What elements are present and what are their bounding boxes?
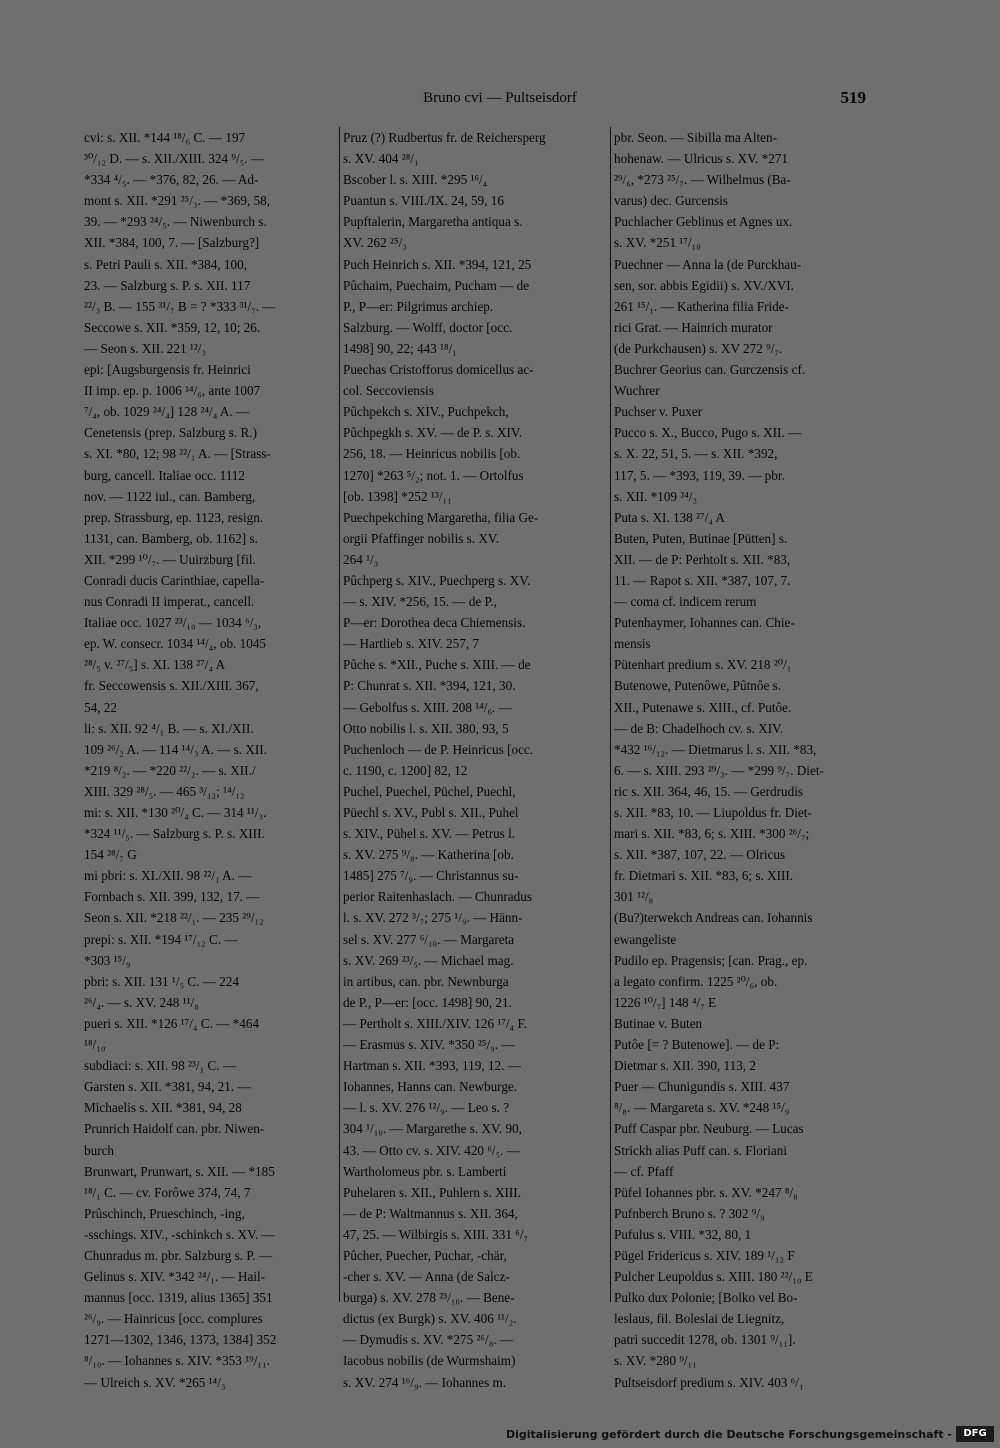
index-line: ric s. XII. 364, 46, 15. — Gerdrudis [614, 783, 803, 799]
index-line: c. 1190, c. 1200] 82, 12 [343, 762, 468, 778]
index-line: Putôe [= ? Butenowe]. — de P: [614, 1037, 780, 1053]
index-line: Puer — Chunigundis s. XIII. 437 [614, 1079, 790, 1095]
index-line: Puchenloch — de P. Heinricus [occ. [343, 741, 534, 757]
index-line: Puantun s. VIII./IX. 24, 59, 16 [343, 193, 504, 209]
index-line: Prûschinch, Prueschinch, -ing, [84, 1205, 245, 1221]
index-line: XII. *299 ¹⁰/₇. — Uuirzburg [fil. [84, 551, 256, 567]
index-line: — cf. Pfaff [614, 1163, 674, 1179]
index-line: 54, 22 [84, 699, 117, 715]
index-line: Italiae occ. 1027 ²³/₁₀ — 1034 ⁶/₃, [84, 615, 262, 631]
index-line: 47, 25. — Wilbirgis s. XIII. 331 ⁶/₇ [343, 1226, 529, 1242]
index-line: mensis [614, 636, 651, 652]
index-line: XV. 262 ²⁵/₃ [343, 235, 407, 251]
index-line: Puechpekching Margaretha, filia Ge- [343, 509, 539, 525]
index-line: s. XII. *387, 107, 22. — Olricus [614, 847, 786, 863]
index-line: Chunradus m. pbr. Salzburg s. P. — [84, 1247, 273, 1263]
index-line: s. XI. *80, 12; 98 ²²/₁ A. — [Strass- [84, 446, 271, 462]
index-line: 1485] 275 ⁷/₉. — Christannus su- [343, 868, 519, 884]
index-line: Pûchpegkh s. XV. — de P. s. XIV. [343, 425, 523, 441]
index-line: 1498] 90, 22; 443 ¹⁸/₁ [343, 340, 457, 356]
index-line: burga) s. XV. 278 ²³/₁₀. — Bene- [343, 1290, 515, 1306]
index-line: Pûcher, Puecher, Puchar, -chär, [343, 1247, 507, 1263]
index-line: s. XV. *251 ¹⁷/₁₀ [614, 235, 701, 251]
index-line: 109 ²⁶/₂ A. — 114 ¹⁴/₃ A. — s. XII. [84, 741, 267, 757]
index-line: Buchrer Georius can. Gurczensis cf. [614, 362, 806, 378]
index-line: — Erasmus s. XIV. *350 ²⁵/₉. — [343, 1037, 515, 1053]
index-line: Pûche s. *XII., Puche s. XIII. — de [343, 657, 531, 673]
index-line: — de P: Waltmannus s. XII. 364, [343, 1205, 518, 1221]
index-line: ⁷/₄, ob. 1029 ²⁴/₄] 128 ²⁴/₄ A. — [84, 404, 250, 420]
index-line: Püechl s. XV., Publ s. XII., Puhel [343, 805, 519, 820]
index-line: pbr. Seon. — Sibilla ma Alten- [614, 130, 778, 145]
index-line: XII. *384, 100, 7. — [Salzburg?] [84, 235, 260, 251]
index-line: Püfel Iohannes pbr. s. XV. *247 ⁸/₈ [614, 1184, 798, 1200]
index-line: mi pbri: s. XI./XII. 98 ²²/₁ A. — [84, 868, 252, 884]
index-line: burg, cancell. Italiae occ. 1112 [84, 467, 245, 483]
index-line: Prunrich Haidolf can. pbr. Niwen- [84, 1121, 265, 1137]
index-line: s. XV. 404 ²⁸/₁ [343, 151, 419, 167]
index-line: Garsten s. XII. *381, 94, 21. — [84, 1079, 251, 1095]
index-line: Pûchaim, Puechaim, Pucham — de [343, 277, 530, 293]
index-line: Salzburg. — Wolff, doctor [occ. [343, 319, 513, 335]
index-line: (de Purkchausen) s. XV 272 ⁹/₇. [614, 340, 783, 356]
index-line: ²⁶/₉. — Hainricus [occ. complures [84, 1311, 263, 1327]
index-line: Conradi ducis Carinthiae, capella- [84, 572, 265, 588]
index-line: *219 ⁸/₂. — *220 ²²/₂. — s. XII./ [84, 762, 256, 778]
index-line: ⁸/₁₀. — Iohannes s. XIV. *353 ¹⁹/₁₁. [84, 1353, 270, 1369]
index-line: P—er: Dorothea deca Chiemensis. [343, 615, 526, 631]
index-line: Seccowe s. XII. *359, 12, 10; 26. [84, 319, 261, 335]
index-line: Pûchpekch s. XIV., Puchpekch, [343, 404, 509, 420]
index-line: s. XV. 269 ²³/₅. — Michael mag. [343, 952, 514, 968]
index-line: Puch Heinrich s. XII. *394, 121, 25 [343, 256, 532, 272]
index-line: hohenaw. — Ulricus s. XV. *271 [614, 151, 788, 167]
index-line: a legato confirm. 1225 ²⁰/₆, ob. [614, 973, 778, 989]
index-line: -cher s. XV. — Anna (de Salcz- [343, 1269, 510, 1285]
index-line: Iacobus nobilis (de Wurmshaim) [343, 1353, 516, 1369]
index-line: Pulcher Leupoldus s. XIII. 180 ²²/₁₀ E [614, 1269, 813, 1285]
index-line: — de B: Chadelhoch cv. s. XIV. [614, 720, 784, 736]
index-column-2 [343, 127, 607, 1390]
index-line: Wartholomeus pbr. s. Lamberti [343, 1163, 507, 1179]
index-line: s. XIV., Pühel s. XV. — Petrus l. [343, 826, 516, 842]
index-line: P., P—er: Pilgrimus archiep. [343, 298, 494, 314]
index-line: Bscober l. s. XIII. *295 ¹⁶/₄ [343, 172, 488, 188]
index-line: Butinae v. Buten [614, 1015, 703, 1031]
index-line: 43. — Otto cv. s. XIV. 420 ⁶/₅. — [343, 1142, 520, 1158]
index-line: XII. — de P: Perhtolt s. XII. *83, [614, 551, 791, 567]
index-line: Fornbach s. XII. 399, 132, 17. — [84, 889, 260, 905]
index-line: patri succedit 1278, ob. 1301 ⁹/₁₁]. [614, 1332, 796, 1348]
index-line: 1271—1302, 1346, 1373, 1384] 352 [84, 1332, 277, 1348]
index-line: fr. Dietmari s. XII. *83, 6; s. XIII. [614, 868, 794, 884]
index-line: Puchel, Puechel, Püchel, Puechl, [343, 783, 516, 799]
index-line: 301 ¹²/₈ [614, 889, 654, 905]
index-line: Pudilo ep. Pragensis; [can. Prag., ep. [614, 952, 808, 968]
index-line: *303 ¹⁵/₉ [84, 952, 131, 968]
index-line: in artibus, can. pbr. Newnburga [343, 973, 509, 989]
index-line: Brunwart, Prunwart, s. XII. — *185 [84, 1163, 275, 1179]
column-divider [339, 127, 340, 1302]
index-line: sel s. XV. 277 ⁶/₁₀. — Margareta [343, 931, 515, 947]
index-line: mi: s. XII. *130 ²⁰/₄ C. — 314 ¹¹/₃. [84, 805, 267, 820]
index-line: [ob. 1398] *252 ¹³/₁₁ [343, 488, 452, 504]
index-line: Cenetensis (prep. Salzburg s. R.) [84, 425, 257, 441]
index-line: ²⁹/₆, *273 ²⁵/₇. — Wilhelmus (Ba- [614, 172, 791, 188]
index-line: ewangeliste [614, 931, 677, 947]
index-line: Dietmar s. XII. 390, 113, 2 [614, 1058, 756, 1074]
index-line: -sschings. XIV., -schinkch s. XV. — [84, 1226, 275, 1242]
index-line: nus Conradi II imperat., cancell. [84, 594, 255, 610]
index-line: orgii Pfaffinger nobilis s. XV. [343, 530, 500, 546]
index-line: Buten, Puten, Butinae [Pütten] s. [614, 530, 788, 546]
index-line: Pupftalerin, Margaretha antiqua s. [343, 214, 523, 230]
index-line: ep. W. consecr. 1034 ¹⁴/₄, ob. 1045 [84, 636, 267, 652]
index-line: Pufnberch Bruno s. ? 302 ⁹/₉ [614, 1205, 765, 1221]
index-line: Puechas Cristofforus domicellus ac- [343, 362, 534, 378]
index-line: Pügel Fridericus s. XIV. 189 ¹/₁₂ F [614, 1247, 795, 1263]
index-line: s. XII. *109 ²⁴/₃ [614, 488, 698, 504]
index-line: li: s. XII. 92 ⁴/₁ B. — s. XI./XII. [84, 720, 254, 736]
index-line: *324 ¹¹/₅. — Salzburg s. P. s. XIII. [84, 826, 265, 842]
index-line: *432 ¹⁶/₁₂. — Dietmarus l. s. XII. *83, [614, 741, 817, 757]
index-line: s. XV. *280 ⁹/₁₁ [614, 1353, 697, 1369]
index-line: Michaelis s. XII. *381, 94, 28 [84, 1100, 242, 1116]
index-line: 23. — Salzburg s. P. s. XII. 117 [84, 277, 251, 293]
index-line: Pulko dux Polonie; [Bolko vel Bo- [614, 1290, 798, 1306]
index-line: fr. Seccowensis s. XII./XIII. 367, [84, 678, 259, 694]
index-line: perior Raitenhaslach. — Chunradus [343, 889, 532, 905]
index-line: — coma cf. indicem rerum [614, 594, 757, 610]
index-line: 117, 5. — *393, 119, 39. — pbr. [614, 467, 785, 483]
index-line: 39. — *293 ²⁴/₅. — Niwenburch s. [84, 214, 267, 230]
index-line: Strickh alias Puff can. s. Floriani [614, 1142, 788, 1158]
index-line: — Hartlieb s. XIV. 257, 7 [343, 636, 480, 652]
index-line: — s. XIV. *256, 15. — de P., [343, 594, 497, 610]
index-line: Butenowe, Putenôwe, Pûtnôe s. [614, 678, 782, 694]
index-line: Puechner — Anna la (de Purckhau- [614, 256, 802, 272]
index-line: 154 ²⁸/₇ G [84, 847, 137, 863]
index-line: 11. — Rapot s. XII. *387, 107, 7. [614, 572, 791, 588]
index-line: 261 ¹⁵/₁. — Katherina filia Fride- [614, 298, 790, 314]
index-line: — Ulreich s. XV. *265 ¹⁴/₃ [84, 1374, 226, 1390]
index-line: 264 ¹/₃ [343, 551, 379, 567]
index-line: mont s. XII. *291 ²⁵/₃. — *369, 58, [84, 193, 271, 209]
index-line: Puhelaren s. XII., Puhlern s. XIII. [343, 1184, 521, 1200]
index-line: prep. Strassburg, ep. 1123, resign. [84, 509, 264, 525]
index-line: Pütenhart predium s. XV. 218 ²⁰/₁ [614, 657, 792, 673]
page-header [0, 88, 1000, 112]
index-line: — Seon s. XII. 221 ¹²/₃ [84, 340, 207, 356]
page-number: 519 [840, 88, 866, 107]
index-line: rici Grat. — Hainrich murator [614, 319, 773, 335]
index-line: Puta s. XI. 138 ²⁷/₄ A [614, 509, 725, 525]
index-line: — l. s. XV. 276 ¹²/₉. — Leo s. ? [343, 1100, 510, 1116]
index-line: — Pertholt s. XIII./XIV. 126 ¹⁷/₄ F. [343, 1015, 528, 1031]
index-line: ²⁶/₄. — s. XV. 248 ¹¹/₈ [84, 994, 199, 1010]
index-line: Puchser v. Puxer [614, 404, 703, 420]
index-line: cvi: s. XII. *144 ¹⁸/₆ C. — 197 [84, 130, 246, 145]
index-line: Putenhaymer, Iohannes can. Chie- [614, 615, 795, 631]
index-line: dictus (ex Burgk) s. XV. 406 ¹¹/₂. [343, 1311, 517, 1327]
index-line: II imp. ep. p. 1006 ¹⁴/₆, ante 1007 [84, 383, 261, 399]
index-line: Pultseisdorf predium s. XIV. 403 ⁶/₁ [614, 1374, 804, 1390]
index-line: l. s. XV. 272 ³/₇; 275 ¹/₉. — Hänn- [343, 910, 523, 926]
index-line: — Gebolfus s. XIII. 208 ¹⁴/₆. — [343, 699, 512, 715]
index-line: ¹⁸/₁₀ [84, 1037, 106, 1053]
index-column-1 [84, 127, 336, 1390]
index-line: ²²/₃ B. — 155 ³¹/₇ B = ? *333 ³¹/₇. — [84, 298, 276, 314]
index-line: s. Petri Pauli s. XII. *384, 100, [84, 256, 248, 272]
index-line: 304 ¹/₁₀. — Margarethe s. XV. 90, [343, 1121, 522, 1137]
index-line: prepi: s. XII. *194 ¹⁷/₁₂ C. — [84, 931, 238, 947]
index-line: col. Seccoviensis [343, 383, 434, 399]
index-line: 1270] *263 ⁵/₂; not. 1. — Ortolfus [343, 467, 524, 483]
index-line: XII., Putenawe s. XIII., cf. Putôe. [614, 699, 792, 715]
index-line: P: Chunrat s. XII. *394, 121, 30. [343, 678, 516, 694]
index-line: de P., P—er: [occ. 1498] 90, 21. [343, 994, 512, 1010]
index-line: 256, 18. — Heinricus nobilis [ob. [343, 446, 521, 462]
index-line: XIII. 329 ²⁸/₅. — 465 ³/₁₂; ¹⁴/₁₂ [84, 783, 245, 799]
index-line: Pruz (?) Rudbertus fr. de Reichersperg [343, 130, 546, 145]
index-line: *334 ⁴/₅. — *376, 82, 26. — Ad- [84, 172, 259, 188]
index-line: s. XV. 275 ⁹/₈. — Katherina [ob. [343, 847, 514, 863]
index-line: burch [84, 1142, 115, 1158]
index-line: Seon s. XII. *218 ²²/₁. — 235 ²⁹/₁₂ [84, 910, 264, 926]
index-line: leslaus, fil. Boleslai de Liegnitz, [614, 1311, 785, 1327]
index-line: ⁸/₈. — Margareta s. XV. *248 ¹⁵/₉ [614, 1100, 790, 1116]
index-line: Wuchrer [614, 383, 660, 399]
digitization-footer [0, 1420, 1000, 1448]
index-line: 1226 ¹⁰/₇] 148 ⁴/₇ E [614, 994, 717, 1010]
index-line: mannus [occ. 1319, alius 1365] 351 [84, 1290, 273, 1306]
index-line: 1131, can. Bamberg, ob. 1162] s. [84, 530, 258, 546]
index-line: Iohannes, Hanns can. Newburge. [343, 1079, 518, 1095]
index-line: Otto nobilis l. s. XII. 380, 93, 5 [343, 720, 509, 736]
index-line: Puff Caspar pbr. Neuburg. — Lucas [614, 1121, 804, 1137]
index-line: Hartman s. XII. *393, 119, 12. — [343, 1058, 521, 1074]
index-line: mari s. XII. *83, 6; s. XIII. *300 ²⁶/₇; [614, 826, 810, 842]
index-line: — Dymudis s. XV. *275 ²⁶/₈. — [343, 1332, 514, 1348]
index-line: Gelinus s. XIV. *342 ²⁴/₁. — Hail- [84, 1269, 266, 1285]
index-column-3 [614, 127, 871, 1390]
index-line: s. XV. 274 ¹⁶/₉. — Iohannes m. [343, 1374, 507, 1390]
running-title: Bruno cvi — Pultseisdorf [423, 90, 577, 106]
index-line: ²⁸/₅ v. ²⁷/₅] s. XI. 138 ²⁷/₄ A [84, 657, 226, 673]
index-line: varus) dec. Gurcensis [614, 193, 728, 209]
index-line: ¹⁸/₁ C. — cv. Forôwe 374, 74, 7 [84, 1184, 251, 1200]
dfg-logo: DFG [956, 1426, 994, 1442]
index-line: epi: [Augsburgensis fr. Heinrici [84, 362, 251, 378]
index-line: sen, sor. abbis Egidii) s. XV./XVI. [614, 277, 794, 293]
index-line: subdiaci: s. XII. 98 ²³/₁ C. — [84, 1058, 237, 1074]
index-line: 6. — s. XIII. 293 ²⁹/₃. — *299 ⁹/₇. Diet- [614, 762, 824, 778]
index-line: Puchlacher Geblinus et Agnes ux. [614, 214, 793, 230]
column-divider [610, 127, 611, 1302]
index-line: nov. — 1122 iul., can. Bamberg, [84, 488, 256, 504]
index-line: Pûchperg s. XIV., Puechperg s. XV. [343, 572, 531, 588]
index-line: Pucco s. X., Bucco, Pugo s. XII. — [614, 425, 802, 441]
index-line: ³⁰/₁₂ D. — s. XII./XIII. 324 ⁹/₅. — [84, 151, 265, 167]
index-line: pbri: s. XII. 131 ¹/₅ C. — 224 [84, 973, 240, 989]
index-line: Pufulus s. VIII. *32, 80, 1 [614, 1226, 752, 1242]
index-line: pueri s. XII. *126 ¹⁷/₄ C. — *464 [84, 1015, 260, 1031]
footer-credit: Digitalisierung gefördert durch die Deutsche Forschungsgemeinschaft - [505, 1428, 952, 1441]
index-line: s. X. 22, 51, 5. — s. XII. *392, [614, 446, 778, 462]
index-line: s. XII. *83, 10. — Liupoldus fr. Diet- [614, 805, 812, 820]
index-line: (Bu?)terwekch Andreas can. Iohannis [614, 910, 813, 926]
